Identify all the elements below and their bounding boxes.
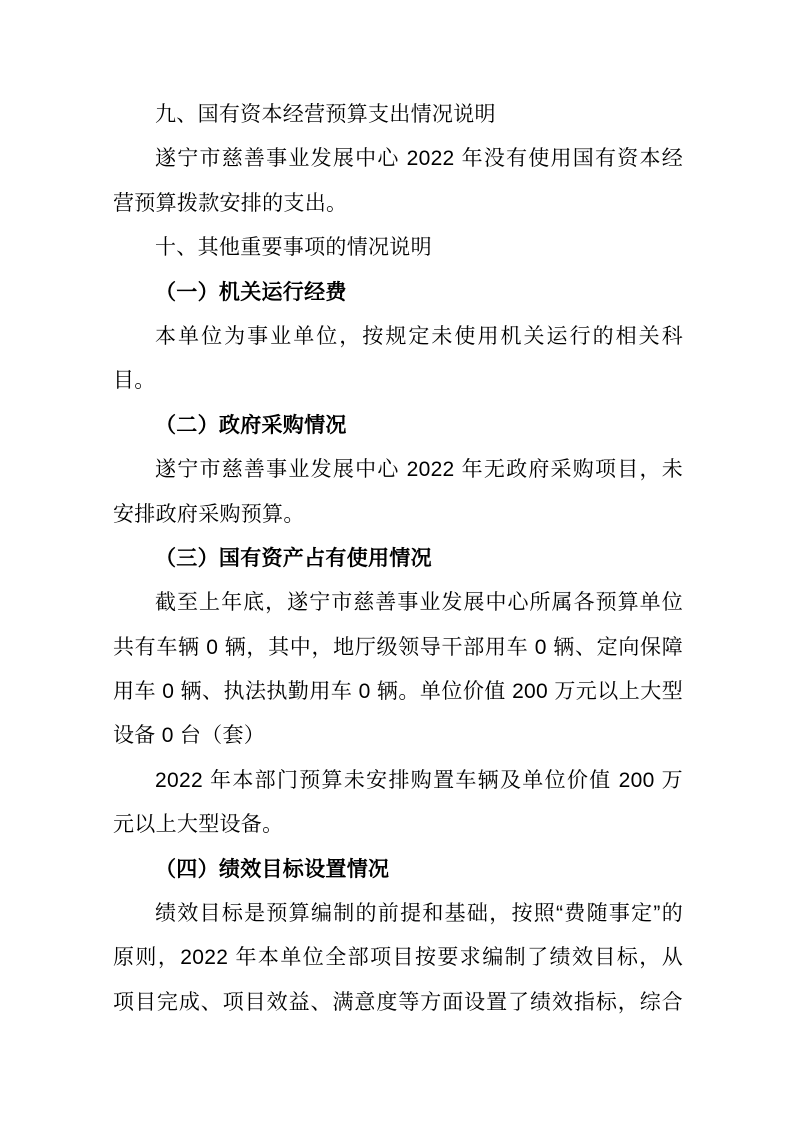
para-procurement-line-1: 遂宁市慈善事业发展中心 2022 年无政府采购项目，未 [155,458,683,482]
section-heading-9: 九、国有资本经营预算支出情况说明 [155,103,496,126]
para-vehicle-purchase-line-2: 元以上大型设备。 [113,813,284,837]
para-vehicle-purchase-line-1: 2022 年本部门预算未安排购置车辆及单位价值 200 万 [155,768,683,792]
para-performance-goals-line-3: 项目完成、项目效益、满意度等方面设置了绩效指标，综合 [113,990,683,1014]
para-performance-goals-line-2: 原则，2022 年本单位全部项目按要求编制了绩效目标，从 [113,946,683,970]
subsection-heading-1: （一）机关运行经费 [155,280,347,304]
para-performance-goals-line-1: 绩效目标是预算编制的前提和基础，按照“费随事定”的 [155,902,683,926]
para-state-assets-line-2: 共有车辆 0 辆，其中，地厅级领导干部用车 0 辆、定向保障 [113,635,683,659]
para-state-assets-line-1: 截至上年底，遂宁市慈善事业发展中心所属各预算单位 [155,591,683,615]
para-soe-budget-line-2: 营预算拨款安排的支出。 [113,191,348,215]
subsection-heading-4: （四）绩效目标设置情况 [155,857,390,881]
para-operating-funds-line-2: 目。 [113,369,156,393]
section-heading-10: 十、其他重要事项的情况说明 [155,236,432,260]
para-procurement-line-2: 安排政府采购预算。 [113,502,305,526]
para-state-assets-line-4: 设备 0 台（套） [113,724,266,748]
subsection-heading-2: （二）政府采购情况 [155,413,347,437]
para-soe-budget-line-1: 遂宁市慈善事业发展中心 2022 年没有使用国有资本经 [155,147,683,171]
subsection-heading-3: （三）国有资产占有使用情况 [155,546,432,570]
para-state-assets-line-3: 用车 0 辆、执法执勤用车 0 辆。单位价值 200 万元以上大型 [113,680,683,704]
para-operating-funds-line-1: 本单位为事业单位，按规定未使用机关运行的相关科 [155,324,683,348]
